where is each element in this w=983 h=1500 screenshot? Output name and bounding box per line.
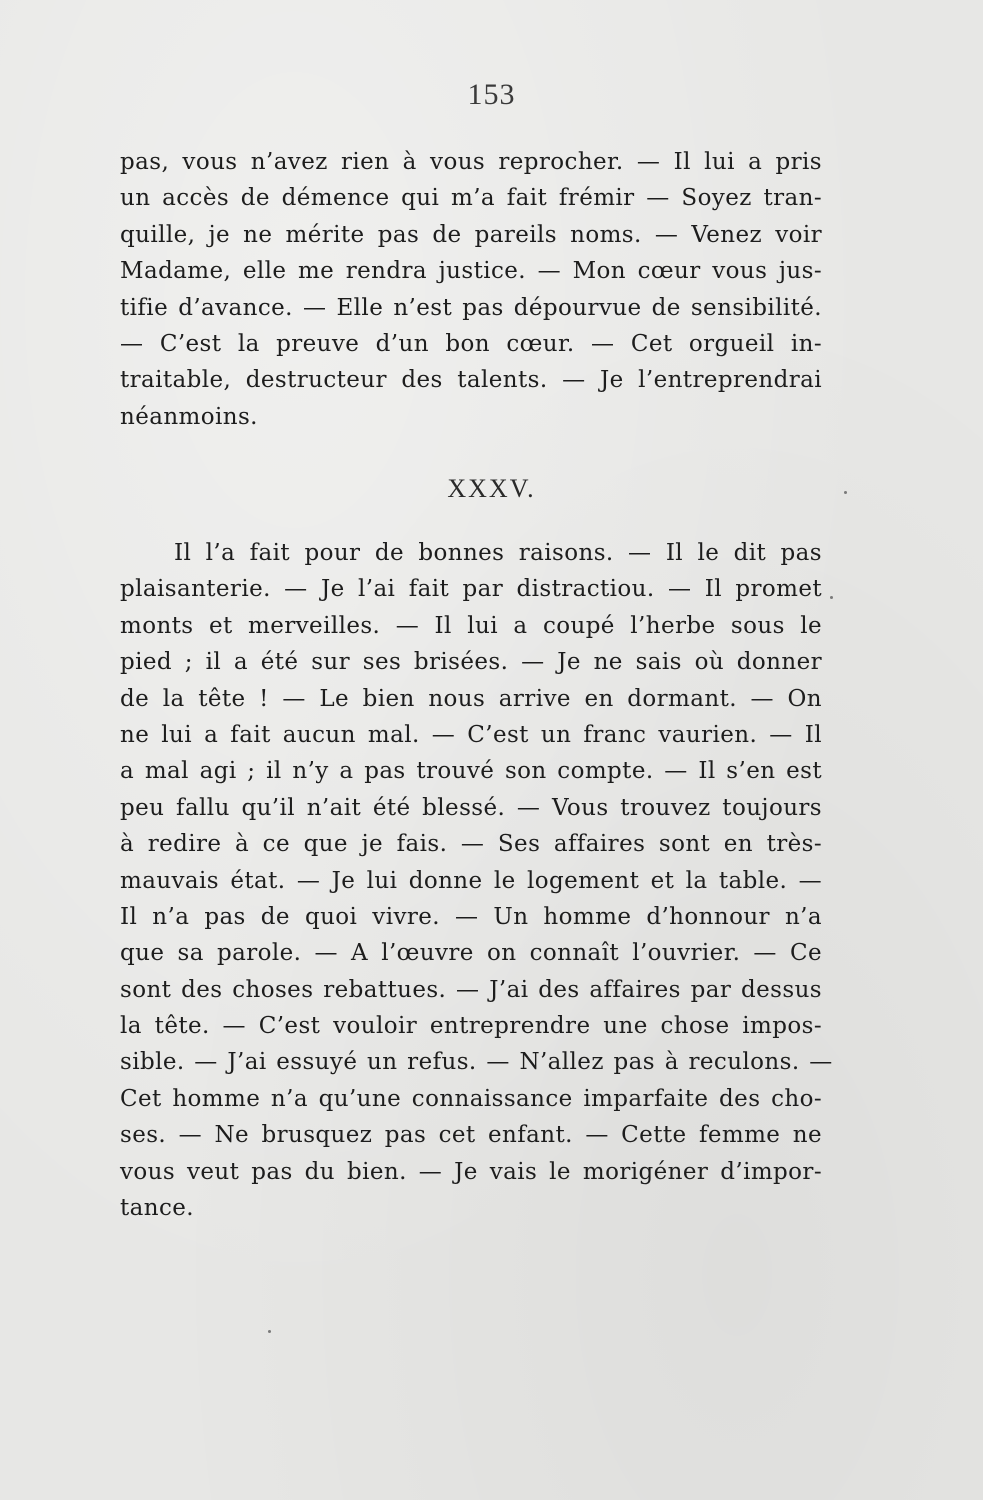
text-line: pas, vous n’avez rien à vous reprocher. — Il lui a pris	[120, 149, 822, 175]
text-line: tance.	[120, 1195, 194, 1222]
page-number: 153	[467, 78, 516, 111]
text-line: sible. — J’ai essuyé un refus. — N’allez pas à reculons. —	[120, 1049, 833, 1076]
text-line: peu fallu qu’il n’ait été blessé. — Vous trouvez toujours	[120, 794, 822, 821]
text-line: un accès de démence qui m’a fait frémir — Soyez tran-	[120, 185, 822, 212]
paragraph-2	[120, 535, 833, 1226]
text-line: la tête. — C’est vouloir entreprendre une chose impos-	[120, 1013, 822, 1040]
text-line: ne lui a fait aucun mal. — C’est un franc vaurien. — Il	[120, 721, 822, 748]
text-line: plaisanterie. — Je l’ai fait par distractiou. — Il promet	[120, 576, 822, 603]
text-line: quille, je ne mérite pas de pareils noms. — Venez voir	[120, 221, 822, 248]
text-line: sont des choses rebattues. — J’ai des affaires par dessus	[120, 976, 822, 1003]
text-line: néanmoins.	[120, 403, 258, 430]
paragraph-1	[120, 144, 822, 435]
text-line: Il n’a pas de quoi vivre. — Un homme d’honnour n’a	[120, 903, 822, 930]
text-line: a mal agi ; il n’y a pas trouvé son compte. — Il s’en est	[120, 758, 822, 785]
text-line: vous veut pas du bien. — Je vais le morigéner d’impor-	[120, 1158, 822, 1185]
text-line: à redire à ce que je fais. — Ses affaires sont en très-	[120, 831, 822, 858]
text-line: tifie d’avance. — Elle n’est pas dépourvue de sensibilité.	[120, 294, 822, 321]
text-line: Il l’a fait pour de bonnes raisons. — Il le dit pas	[174, 540, 822, 566]
chapter-title: XXXV.	[447, 474, 536, 503]
text-line: — C’est la preuve d’un bon cœur. — Cet orgueil in-	[120, 330, 822, 357]
paper-speck	[268, 1330, 271, 1333]
text-line: pied ; il a été sur ses brisées. — Je ne sais où donner	[120, 649, 822, 676]
text-line: monts et merveilles. — Il lui a coupé l’herbe sous le	[120, 612, 822, 639]
text-line: Madame, elle me rendra justice. — Mon cœur vous jus-	[120, 258, 822, 285]
text-line: Cet homme n’a qu’une connaissance imparfaite des cho-	[120, 1085, 822, 1112]
text-line: ses. — Ne brusquez pas cet enfant. — Cette femme ne	[120, 1122, 822, 1149]
paper-speck	[830, 596, 833, 599]
text-line: de la tête ! — Le bien nous arrive en dormant. — On	[120, 685, 822, 712]
paper-speck	[844, 491, 847, 494]
text-line: traitable, destructeur des talents. — Je l’entreprendrai	[120, 367, 822, 394]
text-line: mauvais état. — Je lui donne le logement et la table. —	[120, 867, 822, 894]
text-line: que sa parole. — A l’œuvre on connaît l’ouvrier. — Ce	[120, 940, 822, 967]
